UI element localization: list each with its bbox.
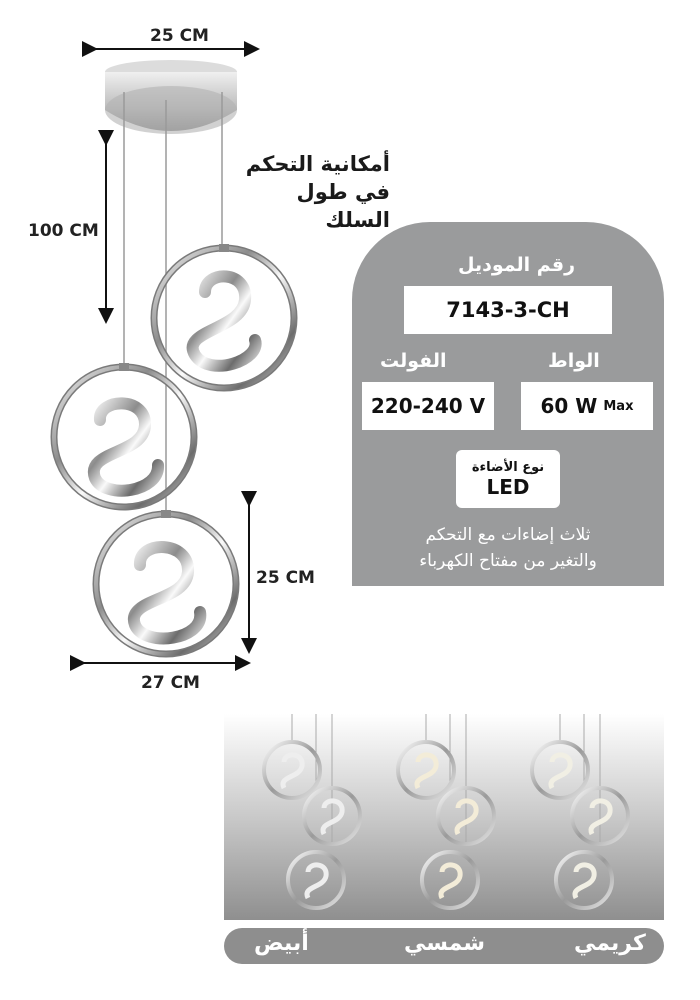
spec-card [352, 222, 664, 586]
model-label: رقم الموديل [458, 254, 576, 276]
suspension-cables [124, 92, 222, 515]
voltage-label: الفولت [380, 350, 447, 372]
cable-adjust-note [228, 150, 390, 234]
description-line1: ثلاث إضاءات مع التحكم [425, 525, 591, 545]
dimension-ring-width: 27 CM [141, 673, 200, 693]
chandelier-drawing [0, 0, 350, 700]
watt-value-box [521, 382, 653, 430]
watt-value: 60 W [540, 394, 598, 418]
model-value: 7143-3-CH [404, 286, 612, 334]
preview-cream [532, 714, 628, 908]
pendant-ring-middle [54, 363, 194, 507]
preview-white [264, 714, 360, 908]
color-name-cream: كريمي [574, 931, 646, 956]
description-line2: والتغير من مفتاح الكهرباء [419, 551, 597, 571]
light-color-names-bar [224, 928, 664, 964]
preview-chandeliers [224, 714, 664, 920]
pendant-ring-upper [154, 244, 294, 388]
feature-description [366, 522, 650, 574]
watt-label: الواط [548, 350, 600, 372]
watt-max-suffix: Max [603, 398, 634, 414]
light-type-label: نوع الأضاءة [471, 459, 545, 475]
dimension-cable-length: 100 CM [28, 221, 99, 241]
dimension-top-width: 25 CM [150, 26, 209, 46]
light-type-box [456, 450, 560, 508]
pendant-ring-lower [96, 510, 236, 654]
preview-warm [398, 714, 494, 908]
voltage-value: 220-240 V [362, 382, 494, 430]
color-name-warm: شمسي [404, 931, 486, 956]
light-type-value: LED [486, 474, 530, 499]
color-name-white: أبيض [254, 931, 309, 956]
light-color-preview [224, 714, 664, 920]
dimension-ring-height: 25 CM [256, 568, 315, 588]
cable-note-line2: في طول السلك [296, 180, 390, 232]
ceiling-canopy [105, 60, 237, 134]
cable-note-line1: أمكانية التحكم [245, 152, 390, 176]
